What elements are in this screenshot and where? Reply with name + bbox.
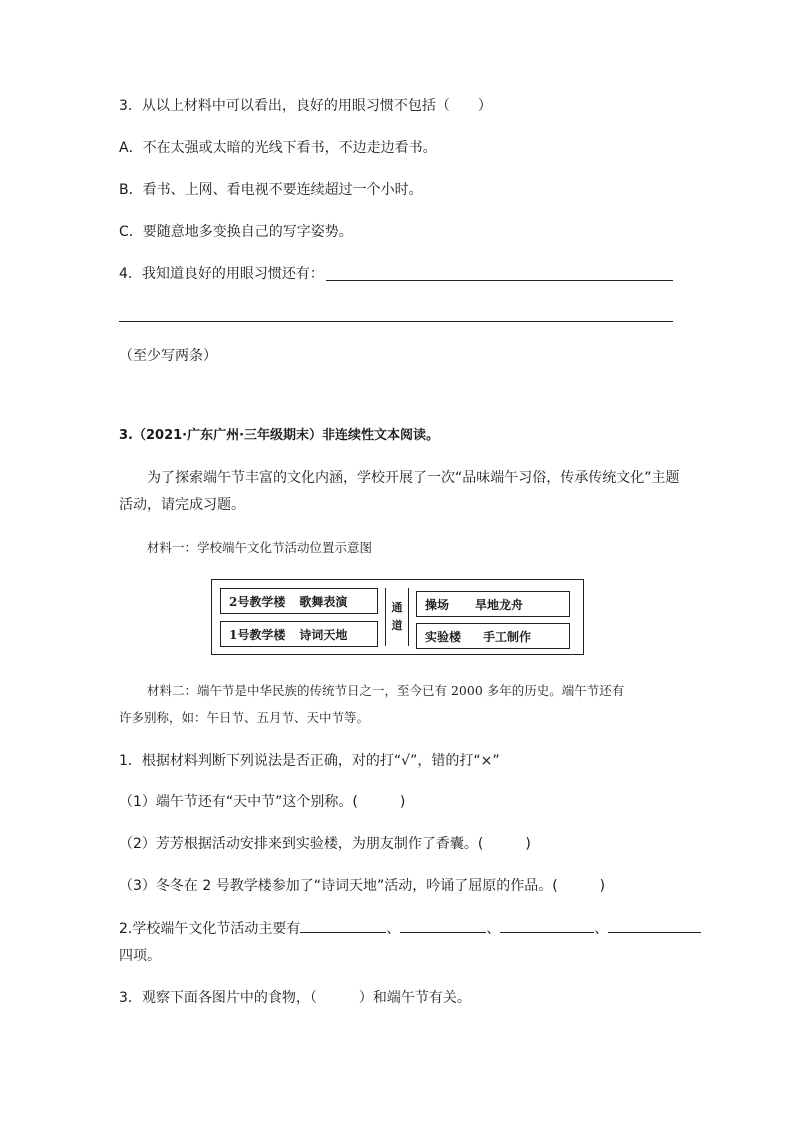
answer-blank-1[interactable] bbox=[300, 918, 386, 933]
channel-char-1: 通 bbox=[391, 601, 403, 614]
intro-line-2: 活动，请完成习题。 bbox=[119, 497, 245, 513]
building-1-name: 1号教学楼 bbox=[229, 627, 286, 642]
answer-blank-4[interactable] bbox=[608, 918, 701, 933]
separator-2: 、 bbox=[486, 921, 501, 937]
question-1-1: （1）端午节还有“天中节”这个别称。( ) bbox=[119, 794, 406, 810]
building-1-box bbox=[220, 621, 378, 647]
question-1-2: （2）芳芳根据活动安排来到实验楼，为朋友制作了香囊。( ) bbox=[119, 836, 531, 852]
answer-note: （至少写两条） bbox=[119, 348, 217, 364]
building-2-name: 2号教学楼 bbox=[229, 594, 286, 609]
lab-name: 实验楼 bbox=[425, 629, 462, 644]
channel bbox=[385, 588, 409, 646]
channel-char-2: 道 bbox=[391, 619, 403, 632]
question-3-top: 3．从以上材料中可以看出，良好的用眼习惯不包括（ ） bbox=[119, 98, 492, 114]
question-3: 3．观察下面各图片中的食物，（ ）和端午节有关。 bbox=[119, 990, 471, 1006]
question-2-suffix: 四项。 bbox=[119, 948, 161, 964]
building-2-activity: 歌舞表演 bbox=[299, 594, 348, 609]
answer-blank-3[interactable] bbox=[500, 918, 594, 933]
separator-3: 、 bbox=[594, 921, 609, 937]
material-2-line-2: 许多别称，如：午日节、五月节、天中节等。 bbox=[119, 710, 370, 725]
material-2-line-1: 材料二：端午节是中华民族的传统节日之一，至今已有 2000 多年的历史。端午节还有 bbox=[147, 683, 625, 698]
intro-line-1: 为了探索端午节丰富的文化内涵，学校开展了一次“品味端午习俗，传承传统文化”主题 bbox=[147, 470, 680, 486]
field-name: 操场 bbox=[425, 597, 450, 612]
answer-blank-2[interactable] bbox=[400, 918, 486, 933]
activity-location-diagram bbox=[211, 579, 584, 655]
question-1: 1．根据材料判断下列说法是否正确，对的打“√”，错的打“×” bbox=[119, 753, 500, 769]
building-2-box bbox=[220, 588, 378, 614]
section-heading: 3.（2021·广东广州·三年级期末）非连续性文本阅读。 bbox=[119, 428, 440, 443]
building-1-activity: 诗词天地 bbox=[299, 627, 348, 642]
material-1-title: 材料一：学校端午文化节活动位置示意图 bbox=[147, 540, 373, 555]
lab-box bbox=[416, 623, 570, 649]
question-2-prefix: 2.学校端午文化节活动主要有 bbox=[119, 921, 301, 937]
option-a: A．不在太强或太暗的光线下看书，不边走边看书。 bbox=[119, 140, 437, 156]
lab-activity: 手工制作 bbox=[483, 629, 532, 644]
question-2 bbox=[119, 918, 701, 939]
field-box bbox=[416, 591, 570, 617]
option-c: C．要随意地多变换自己的写字姿势。 bbox=[119, 224, 353, 240]
question-1-3: （3）冬冬在 2 号教学楼参加了“诗词天地”活动，吟诵了屈原的作品。( ) bbox=[119, 878, 606, 894]
separator-1: 、 bbox=[386, 921, 401, 937]
field-activity: 旱地龙舟 bbox=[475, 597, 524, 612]
option-b: B．看书、上网、看电视不要连续超过一个小时。 bbox=[119, 182, 423, 198]
answer-line-1[interactable] bbox=[326, 280, 673, 281]
answer-line-2[interactable] bbox=[119, 321, 673, 322]
question-4-top: 4．我知道良好的用眼习惯还有： bbox=[119, 266, 324, 282]
